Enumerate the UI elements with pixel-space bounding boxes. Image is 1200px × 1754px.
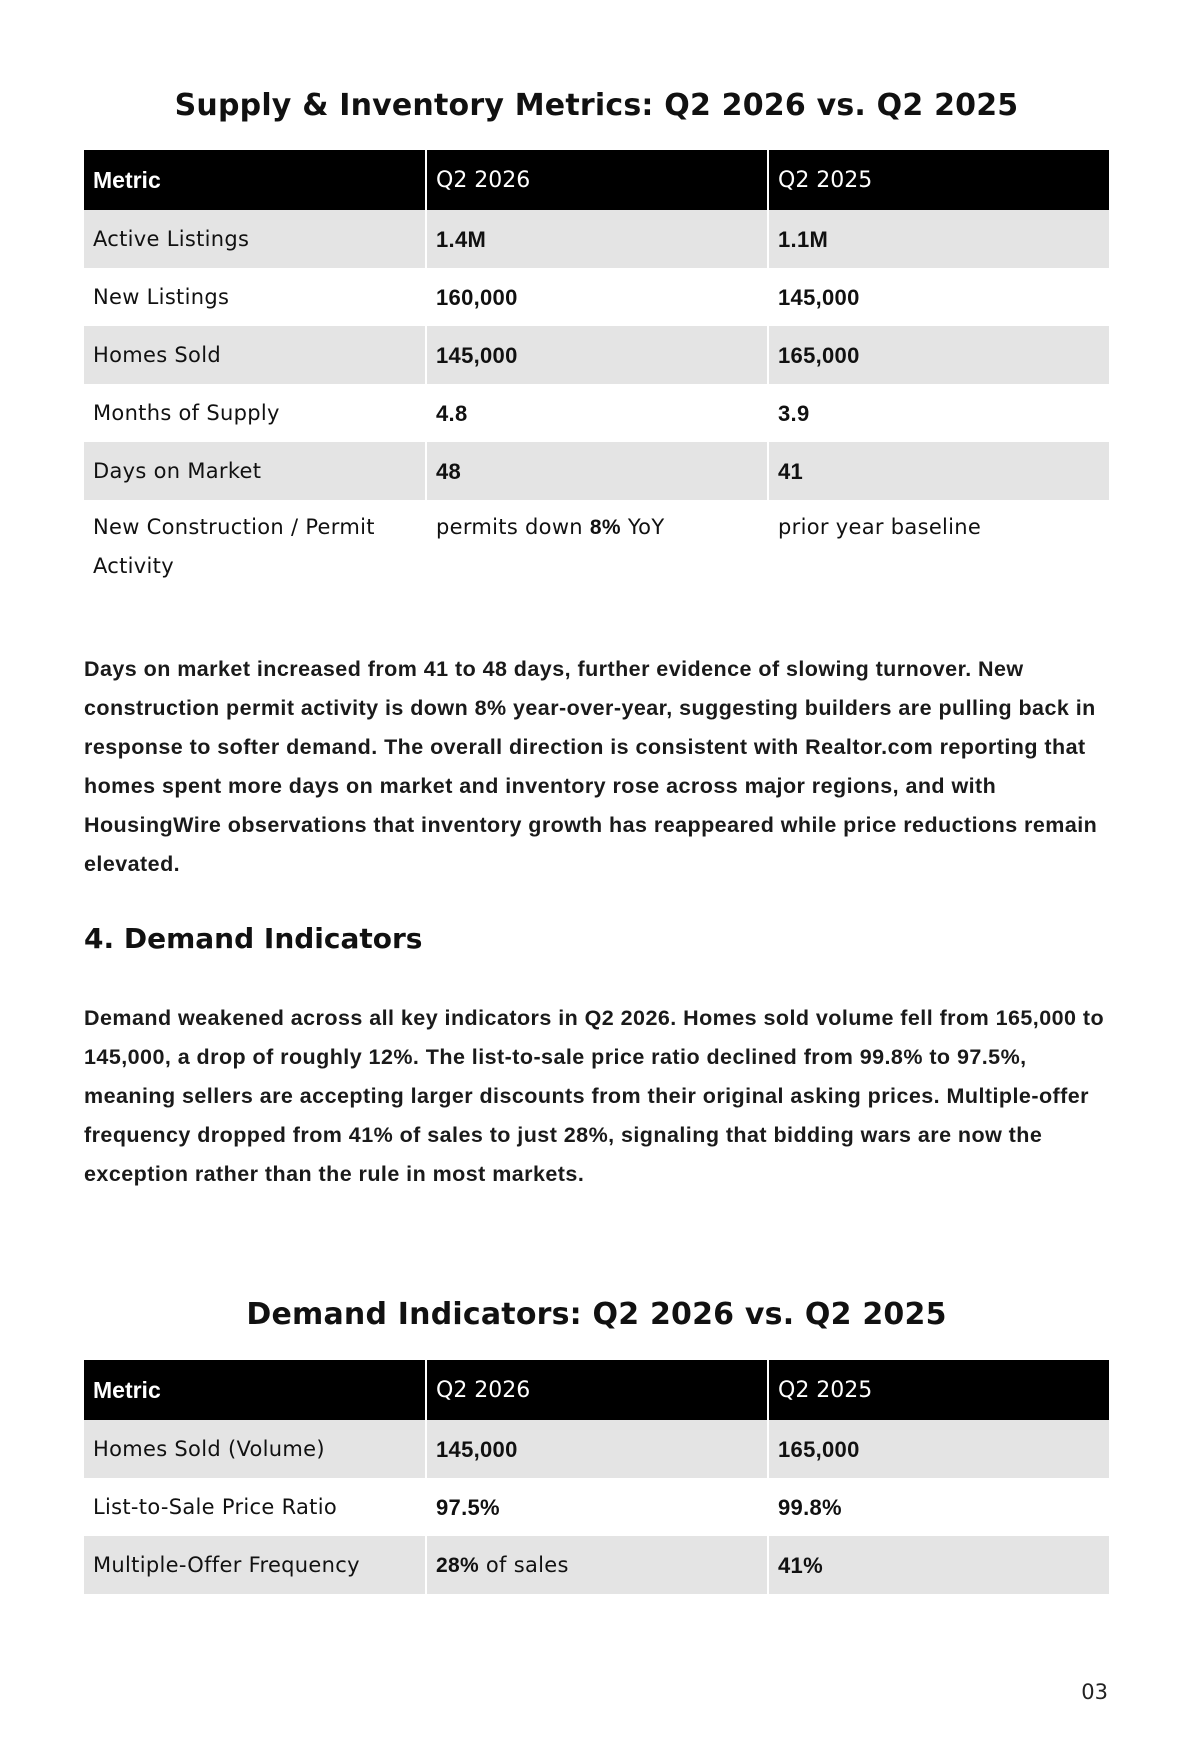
table-row	[84, 1420, 1109, 1478]
table-row	[84, 1536, 1109, 1594]
q2-2025-cell: 165,000	[768, 326, 1109, 384]
q2-2026-cell: 145,000	[426, 1420, 768, 1478]
demand-table-title: Demand Indicators: Q2 2026 vs. Q2 2025	[246, 1297, 947, 1332]
table-row	[84, 1478, 1109, 1536]
q2-2026-cell: 1.4M	[426, 210, 768, 268]
table-row	[84, 500, 1109, 592]
cell-emphasis: 8%	[589, 516, 621, 539]
metric-cell: List-to-Sale Price Ratio	[84, 1478, 426, 1536]
q2-2026-cell	[426, 500, 768, 592]
metric-cell: Months of Supply	[84, 384, 426, 442]
demand-commentary-paragraph: Demand weakened across all key indicators in Q2 2026. Homes sold volume fell from 165,000 to 145,000, a drop of roughly 12%. The list-to-sale price ratio declined from 99.8% to 97.5%, meaning sellers are accepting larger discounts from their original asking prices. Multiple-offer frequency dropped from 41% of sales to just 28%, signaling that bidding wars are now the exception rather than the rule in most markets.	[84, 1006, 1105, 1186]
table-header-row	[84, 150, 1109, 210]
metric-cell: New Construction / Permit Activity	[84, 500, 426, 592]
q2-2026-cell: 160,000	[426, 268, 768, 326]
table-header-row	[84, 1360, 1109, 1420]
metric-cell: Multiple-Offer Frequency	[84, 1536, 426, 1594]
column-header-q2-2025: Q2 2025	[768, 150, 1109, 210]
cell-text: of sales	[478, 1552, 569, 1577]
cell-text: permits down	[436, 515, 590, 539]
metric-cell: Homes Sold	[84, 326, 426, 384]
q2-2025-cell: 145,000	[768, 268, 1109, 326]
q2-2025-cell: 165,000	[768, 1420, 1109, 1478]
column-header-q2-2025: Q2 2025	[768, 1360, 1109, 1420]
column-header-metric: Metric	[84, 150, 426, 210]
supply-commentary-paragraph: Days on market increased from 41 to 48 days, further evidence of slowing turnover. New construction permit activity is down 8% year-over-year, suggesting builders are pulling back in response to softer demand. The overall direction is consistent with Realtor.com reporting that homes spent more days on market and inventory rose across major regions, and with HousingWire observations that inventory growth has reappeared while price reductions remain elevated.	[84, 657, 1098, 876]
metric-cell: New Listings	[84, 268, 426, 326]
column-header-q2-2026: Q2 2026	[426, 1360, 768, 1420]
table-row	[84, 326, 1109, 384]
metric-cell: Days on Market	[84, 442, 426, 500]
cell-emphasis: 28%	[436, 1553, 479, 1577]
metric-cell: Active Listings	[84, 210, 426, 268]
column-header-q2-2026: Q2 2026	[426, 150, 768, 210]
supply-inventory-table	[84, 150, 1109, 592]
q2-2026-cell: 48	[426, 442, 768, 500]
table-row	[84, 384, 1109, 442]
q2-2025-cell: 3.9	[768, 384, 1109, 442]
q2-2025-cell: 1.1M	[768, 210, 1109, 268]
column-header-metric: Metric	[84, 1360, 426, 1420]
q2-2026-cell: 97.5%	[426, 1478, 768, 1536]
q2-2025-cell: 41%	[768, 1536, 1109, 1594]
demand-indicators-table	[84, 1360, 1109, 1594]
table-row	[84, 210, 1109, 268]
q2-2026-cell	[426, 1536, 768, 1594]
q2-2026-cell: 4.8	[426, 384, 768, 442]
q2-2025-cell: 41	[768, 442, 1109, 500]
metric-cell: Homes Sold (Volume)	[84, 1420, 426, 1478]
section-heading: 4. Demand Indicators	[84, 922, 423, 955]
cell-text: YoY	[620, 515, 665, 539]
table-row	[84, 442, 1109, 500]
q2-2025-cell: 99.8%	[768, 1478, 1109, 1536]
q2-2025-cell: prior year baseline	[768, 500, 1109, 592]
page-number: 03	[1081, 1680, 1108, 1704]
supply-table-title: Supply & Inventory Metrics: Q2 2026 vs. Q2 2025	[174, 88, 1019, 123]
q2-2026-cell: 145,000	[426, 326, 768, 384]
table-row	[84, 268, 1109, 326]
